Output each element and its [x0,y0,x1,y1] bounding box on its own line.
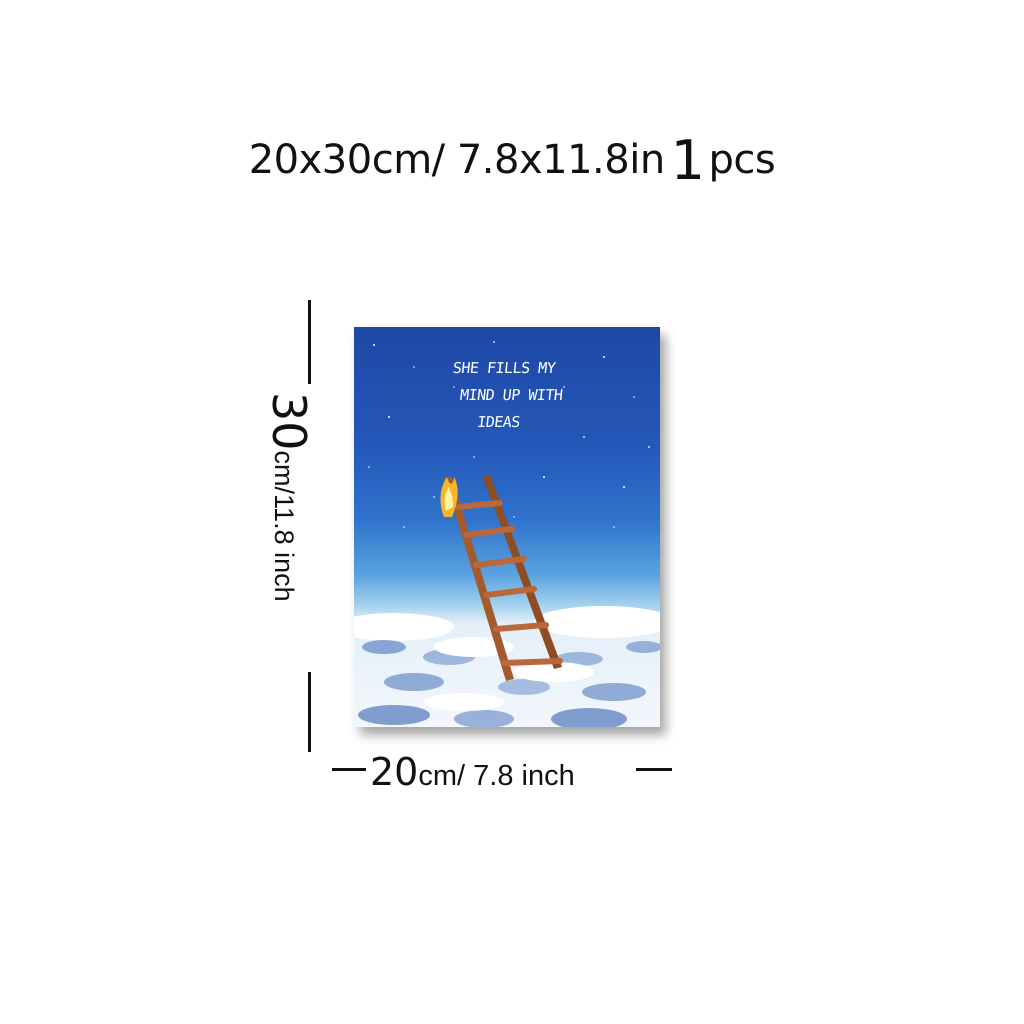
width-bar-right [636,768,672,771]
quote-line-2: MIND UP WITH [459,386,564,404]
size-quantity-title [0,130,1024,191]
width-bar-left [332,768,366,771]
height-dimension-label [262,392,316,602]
width-value: 20 [370,750,419,794]
width-dimension-label [370,750,575,794]
size-text: 20x30cm/ 7.8x11.8in [248,137,665,183]
quote-line-1: SHE FILLS MY [451,359,557,377]
height-value: 30 [262,392,316,451]
height-bar-bottom [308,672,311,752]
quantity-number: 1 [670,129,705,192]
quantity-unit: pcs [708,137,776,183]
width-unit: cm/ 7.8 inch [418,760,575,792]
height-bar-top [308,300,311,384]
height-unit: cm/11.8 inch [269,450,299,602]
poster-image [354,327,660,727]
quote-line-3: IDEAS [476,413,521,431]
poster-quote [446,355,655,436]
